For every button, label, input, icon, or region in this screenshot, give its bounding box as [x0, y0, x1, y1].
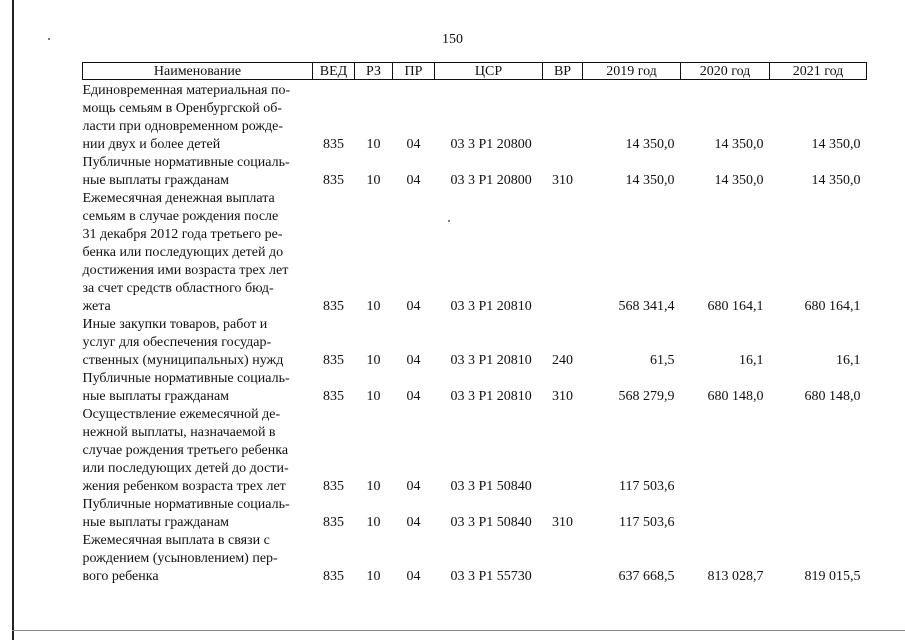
row-value-2020-text: 680 148,0 [707, 389, 764, 404]
row-value-2020 [681, 406, 770, 496]
row-rz-text: 10 [366, 389, 381, 404]
row-name-line: Единовременная материальная по- [82, 83, 291, 98]
row-value-2021 [770, 496, 867, 532]
row-name-line: бенка или последующих детей до [82, 245, 284, 260]
table-row [83, 80, 867, 155]
row-value-2019-text: 117 503,6 [619, 515, 675, 530]
row-rz [355, 316, 393, 370]
row-value-2019 [583, 154, 681, 190]
row-vr-text: 310 [552, 515, 573, 530]
row-name-line: Публичные нормативные социаль- [82, 371, 290, 386]
row-value-2020-text [681, 514, 764, 532]
row-csr [435, 406, 543, 496]
row-name-line: нежной выплаты, назначаемой в [82, 425, 276, 440]
row-value-2021 [770, 532, 867, 586]
row-vr-text: 240 [552, 353, 573, 368]
row-value-2021-text [770, 478, 861, 496]
row-ved [313, 370, 355, 406]
row-vr-text [543, 298, 583, 316]
row-pr [393, 154, 435, 190]
row-pr-text: 04 [406, 353, 421, 368]
row-vr-text [543, 478, 583, 496]
row-value-2020-text: 16,1 [739, 353, 764, 368]
row-value-2021 [770, 316, 867, 370]
row-value-2021-text: 14 350,0 [811, 137, 861, 152]
row-value-2021-text: 14 350,0 [811, 173, 861, 188]
row-rz-text: 10 [366, 299, 381, 314]
row-value-2021-text [770, 514, 861, 532]
row-ved-text: 835 [323, 569, 344, 584]
row-pr [393, 406, 435, 496]
row-name-line: Иные закупки товаров, работ и [82, 317, 268, 332]
row-pr [393, 190, 435, 316]
row-ved [313, 496, 355, 532]
table-row [83, 154, 867, 190]
table-header [83, 63, 867, 80]
row-value-2020 [681, 370, 770, 406]
row-rz [355, 80, 393, 155]
row-rz-text: 10 [366, 173, 381, 188]
row-rz-text: 10 [366, 353, 381, 368]
row-name-line: Публичные нормативные социаль- [82, 497, 290, 512]
row-value-2019 [583, 316, 681, 370]
row-name-line: Ежемесячная выплата в связи с [82, 533, 270, 548]
row-vr [543, 154, 583, 190]
row-pr-text: 04 [406, 569, 421, 584]
row-value-2021 [770, 80, 867, 155]
row-pr-text: 04 [406, 173, 421, 188]
row-name-line: жета [82, 299, 111, 314]
table-row [83, 370, 867, 406]
row-name-line: мощь семьям в Оренбургской об- [82, 101, 283, 116]
row-value-2020-text: 680 164,1 [707, 299, 764, 314]
row-value-2020 [681, 80, 770, 155]
row-name-line: вого ребенка [82, 569, 159, 584]
row-value-2019 [583, 496, 681, 532]
row-name [83, 496, 313, 532]
row-ved [313, 80, 355, 155]
table-row [83, 496, 867, 532]
row-csr [435, 370, 543, 406]
table-body [83, 80, 867, 587]
row-value-2021-text: 680 164,1 [804, 299, 861, 314]
row-vr-text [543, 136, 583, 154]
row-ved [313, 316, 355, 370]
row-value-2019 [583, 406, 681, 496]
row-name-line: достижения ими возраста трех лет [82, 263, 289, 278]
row-vr-text: 310 [552, 389, 573, 404]
row-pr [393, 532, 435, 586]
row-value-2019-text: 568 341,4 [618, 299, 675, 314]
row-value-2019-text: 117 503,6 [619, 479, 675, 494]
row-name-line: рождением (усыновлением) пер- [82, 551, 278, 566]
row-csr-text: 03 3 Р1 50840 [450, 515, 532, 530]
row-ved-text: 835 [323, 137, 344, 152]
row-name [83, 154, 313, 190]
row-ved [313, 406, 355, 496]
row-name-line: ные выплаты гражданам [82, 173, 230, 188]
row-ved-text: 835 [323, 479, 344, 494]
row-vr-text [543, 568, 583, 586]
row-vr [543, 406, 583, 496]
row-value-2019-text: 61,5 [650, 353, 675, 368]
row-pr [393, 370, 435, 406]
row-name-line: 31 декабря 2012 года третьего ре- [82, 227, 283, 242]
row-name-line: за счет средств областного бюд- [82, 281, 274, 296]
row-vr-text: 310 [552, 173, 573, 188]
row-value-2020-text: 14 350,0 [714, 137, 764, 152]
row-rz [355, 406, 393, 496]
row-csr-text: 03 3 Р1 20810 [450, 389, 532, 404]
row-vr [543, 80, 583, 155]
header-name: Наименование [83, 63, 313, 80]
row-name [83, 370, 313, 406]
row-name-line: или последующих детей до дости- [82, 461, 289, 476]
row-value-2021 [770, 406, 867, 496]
row-ved [313, 190, 355, 316]
table-row [83, 316, 867, 370]
row-rz-text: 10 [366, 137, 381, 152]
row-name-line: Осуществление ежемесячной де- [82, 407, 281, 422]
table-row [83, 406, 867, 496]
row-vr [543, 532, 583, 586]
row-value-2019 [583, 80, 681, 155]
row-value-2021 [770, 190, 867, 316]
row-name-line: Публичные нормативные социаль- [82, 155, 290, 170]
row-value-2020 [681, 496, 770, 532]
row-csr [435, 532, 543, 586]
row-value-2021-text: 819 015,5 [804, 569, 861, 584]
row-name-line: жения ребенком возраста трех лет [82, 479, 286, 494]
header-ved: ВЕД [313, 63, 355, 80]
row-ved-text: 835 [323, 515, 344, 530]
row-value-2020-text: 813 028,7 [707, 569, 764, 584]
row-csr-text: 03 3 Р1 20810 [450, 299, 532, 314]
row-name-line: ственных (муниципальных) нужд [82, 353, 284, 368]
row-csr [435, 496, 543, 532]
row-rz [355, 496, 393, 532]
row-pr-text: 04 [406, 515, 421, 530]
row-value-2020-text [681, 478, 764, 496]
row-csr [435, 316, 543, 370]
row-pr-text: 04 [406, 389, 421, 404]
row-value-2020 [681, 190, 770, 316]
row-rz-text: 10 [366, 479, 381, 494]
row-rz [355, 190, 393, 316]
header-2020: 2020 год [681, 63, 770, 80]
row-csr-text: 03 3 Р1 20800 [450, 137, 532, 152]
row-value-2019-text: 637 668,5 [618, 569, 675, 584]
table-row [83, 532, 867, 586]
row-name-line: ные выплаты гражданам [82, 515, 230, 530]
row-value-2021 [770, 370, 867, 406]
row-name-line: случае рождения третьего ребенка [82, 443, 289, 458]
row-value-2019 [583, 190, 681, 316]
row-csr [435, 190, 543, 316]
row-name [83, 190, 313, 316]
row-rz [355, 154, 393, 190]
row-value-2019 [583, 532, 681, 586]
header-pr: ПР [393, 63, 435, 80]
row-pr-text: 04 [406, 137, 421, 152]
header-2019: 2019 год [583, 63, 681, 80]
row-vr [543, 316, 583, 370]
row-rz-text: 10 [366, 515, 381, 530]
row-ved-text: 835 [323, 353, 344, 368]
row-value-2019-text: 14 350,0 [625, 173, 675, 188]
budget-table [82, 62, 867, 586]
row-value-2021-text: 16,1 [836, 353, 861, 368]
row-value-2020 [681, 154, 770, 190]
row-vr [543, 496, 583, 532]
row-csr-text: 03 3 Р1 55730 [450, 569, 532, 584]
row-name-line: услуг для обеспечения государ- [82, 335, 272, 350]
row-pr [393, 496, 435, 532]
row-ved-text: 835 [323, 173, 344, 188]
row-name-line: нии двух и более детей [82, 137, 221, 152]
row-rz [355, 370, 393, 406]
row-value-2021 [770, 154, 867, 190]
row-pr-text: 04 [406, 479, 421, 494]
row-name [83, 80, 313, 155]
row-value-2019-text: 568 279,9 [618, 389, 675, 404]
row-vr [543, 370, 583, 406]
row-rz-text: 10 [366, 569, 381, 584]
row-name-line: ные выплаты гражданам [82, 389, 230, 404]
row-name [83, 406, 313, 496]
row-pr-text: 04 [406, 299, 421, 314]
row-name-line: семьям в случае рождения после [82, 209, 279, 224]
row-ved [313, 154, 355, 190]
row-csr [435, 80, 543, 155]
row-name [83, 316, 313, 370]
scan-left-edge [12, 0, 14, 640]
row-csr [435, 154, 543, 190]
row-pr [393, 316, 435, 370]
scan-bottom-edge [12, 630, 905, 631]
row-rz [355, 532, 393, 586]
row-value-2020 [681, 532, 770, 586]
header-vr: ВР [543, 63, 583, 80]
header-rz: РЗ [355, 63, 393, 80]
header-2021: 2021 год [770, 63, 867, 80]
row-ved [313, 532, 355, 586]
row-name-line: ласти при одновременном рожде- [82, 119, 284, 134]
table-row [83, 190, 867, 316]
row-value-2019-text: 14 350,0 [625, 137, 675, 152]
row-csr-text: 03 3 Р1 50840 [450, 479, 532, 494]
row-value-2021-text: 680 148,0 [804, 389, 861, 404]
row-vr [543, 190, 583, 316]
row-ved-text: 835 [323, 389, 344, 404]
row-pr [393, 80, 435, 155]
row-csr-text: 03 3 Р1 20810 [450, 353, 532, 368]
row-value-2020 [681, 316, 770, 370]
row-ved-text: 835 [323, 299, 344, 314]
header-csr: ЦСР [435, 63, 543, 80]
row-name [83, 532, 313, 586]
page-number: 150 [442, 32, 463, 47]
row-value-2019 [583, 370, 681, 406]
row-csr-text: 03 3 Р1 20800 [450, 173, 532, 188]
row-value-2020-text: 14 350,0 [714, 173, 764, 188]
row-name-line: Ежемесячная денежная выплата [82, 191, 275, 206]
